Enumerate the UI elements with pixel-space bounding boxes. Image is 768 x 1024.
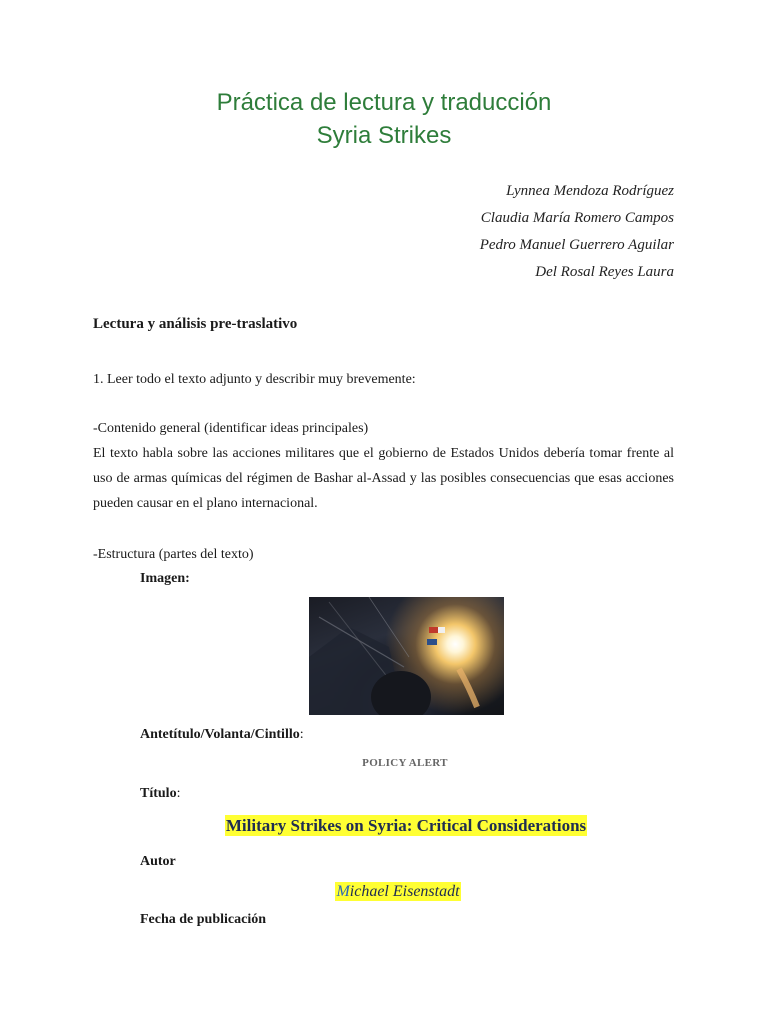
- question-1: 1. Leer todo el texto adjunto y describir muy brevemente:: [93, 372, 416, 387]
- author-name: Pedro Manuel Guerrero Aguilar: [479, 237, 674, 253]
- author-name: Lynnea Mendoza Rodríguez: [506, 183, 674, 199]
- author-name: Del Rosal Reyes Laura: [535, 264, 674, 280]
- kicker-label-colon: :: [299, 727, 304, 742]
- title-label-colon: :: [176, 786, 181, 801]
- byline-rest: ichael Eisenstadt: [349, 883, 460, 900]
- author-list: [480, 178, 674, 286]
- headline-container: [0, 816, 768, 836]
- kicker-label-text: Antetítulo/Volanta/Cintillo: [140, 727, 300, 742]
- section-heading: Lectura y análisis pre-traslativo: [93, 316, 298, 332]
- byline-initial: M: [336, 883, 350, 900]
- byline-container: [0, 883, 768, 901]
- kicker-value: POLICY ALERT: [362, 757, 448, 769]
- general-content-text: El texto habla sobre las acciones militares que el gobierno de Estados Unidos debería tomar frente al uso de armas químicas del régimen de Bashar al-Assad y las posibles consecuencias que esas acciones pueden causar en el plano internacional.: [93, 446, 674, 511]
- title-label: [140, 786, 180, 802]
- title-line-2: Syria Strikes: [316, 122, 452, 149]
- title-line-1: Práctica de lectura y traducción: [216, 89, 552, 116]
- article-byline: [335, 882, 460, 901]
- publication-date-label: Fecha de publicación: [140, 912, 267, 927]
- missile-launch-illustration: [309, 597, 504, 715]
- kicker-label: [140, 727, 304, 743]
- image-label: Imagen:: [140, 571, 190, 586]
- structure-label: -Estructura (partes del texto): [93, 547, 254, 562]
- author-name: Claudia María Romero Campos: [480, 210, 674, 226]
- title-label-text: Título: [140, 786, 177, 801]
- article-photo: [309, 597, 504, 715]
- general-content-label: -Contenido general (identificar ideas principales): [93, 421, 369, 436]
- author-label: Autor: [140, 854, 176, 869]
- document-title: [0, 86, 768, 152]
- article-headline: Military Strikes on Syria: Critical Considerations: [225, 816, 587, 835]
